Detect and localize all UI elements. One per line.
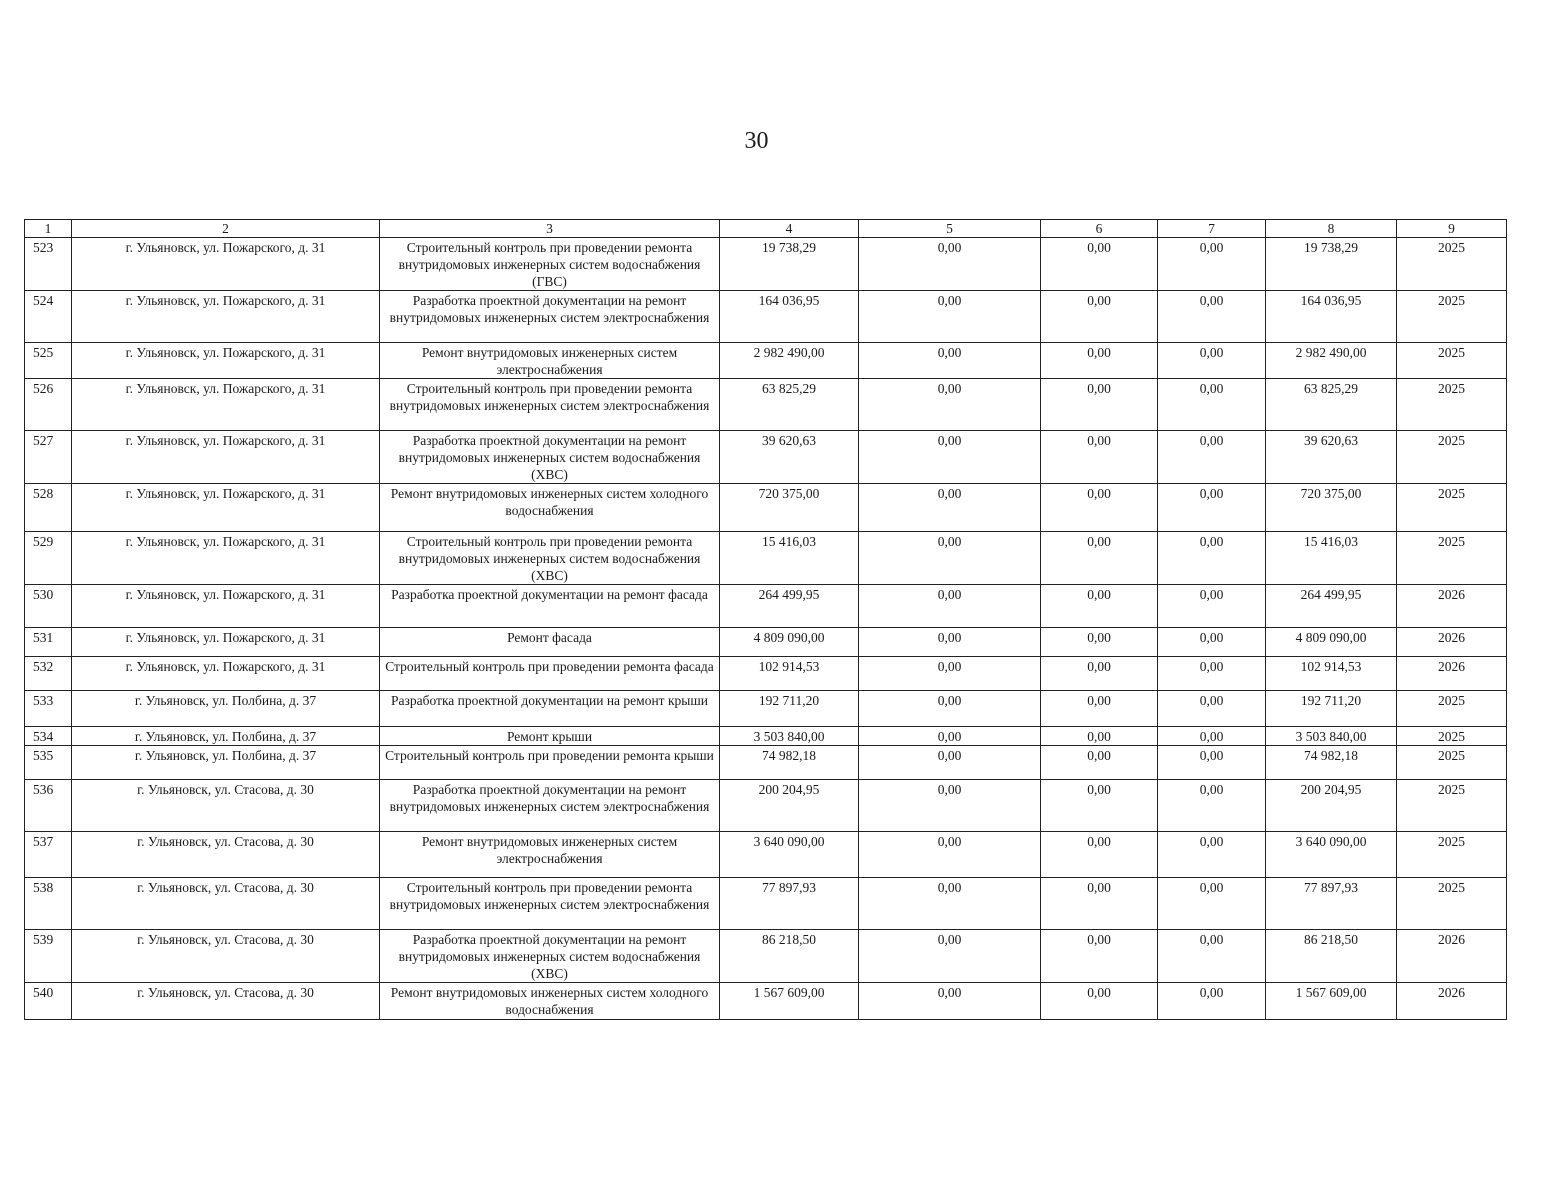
fund-cell: 0,00	[1158, 746, 1266, 780]
fund-cell: 0,00	[1158, 238, 1266, 291]
regional-fund-cell: 63 825,29	[1266, 379, 1397, 431]
fund-cell: 0,00	[1158, 983, 1266, 1020]
regional-fund-cell: 200 204,95	[1266, 780, 1397, 832]
fund-cell: 0,00	[859, 343, 1041, 379]
fund-cell: 0,00	[859, 727, 1041, 746]
column-header: 8	[1266, 220, 1397, 238]
total-cost-cell: 2 982 490,00	[720, 343, 859, 379]
fund-cell: 0,00	[1041, 727, 1158, 746]
regional-fund-cell: 264 499,95	[1266, 585, 1397, 628]
year-cell: 2025	[1397, 343, 1507, 379]
year-cell: 2025	[1397, 691, 1507, 727]
fund-cell: 0,00	[1041, 291, 1158, 343]
fund-cell: 0,00	[1158, 379, 1266, 431]
address-cell: г. Ульяновск, ул. Стасова, д. 30	[72, 832, 380, 878]
work-type-cell: Разработка проектной документации на ремонт внутридомовых инженерных систем водоснабжения (ХВС)	[380, 930, 720, 983]
address-cell: г. Ульяновск, ул. Пожарского, д. 31	[72, 238, 380, 291]
total-cost-cell: 192 711,20	[720, 691, 859, 727]
table-row	[25, 484, 1507, 532]
fund-cell: 0,00	[1158, 832, 1266, 878]
regional-fund-cell: 86 218,50	[1266, 930, 1397, 983]
regional-fund-cell: 15 416,03	[1266, 532, 1397, 585]
row-number: 538	[25, 878, 72, 930]
year-cell: 2025	[1397, 532, 1507, 585]
fund-cell: 0,00	[859, 878, 1041, 930]
fund-cell: 0,00	[859, 431, 1041, 484]
row-number: 534	[25, 727, 72, 746]
fund-cell: 0,00	[859, 585, 1041, 628]
work-type-cell: Разработка проектной документации на ремонт фасада	[380, 585, 720, 628]
row-number: 533	[25, 691, 72, 727]
repair-plan-table	[24, 219, 1507, 1020]
address-cell: г. Ульяновск, ул. Пожарского, д. 31	[72, 343, 380, 379]
table-row	[25, 727, 1507, 746]
regional-fund-cell: 74 982,18	[1266, 746, 1397, 780]
regional-fund-cell: 19 738,29	[1266, 238, 1397, 291]
fund-cell: 0,00	[859, 780, 1041, 832]
address-cell: г. Ульяновск, ул. Полбина, д. 37	[72, 727, 380, 746]
total-cost-cell: 3 503 840,00	[720, 727, 859, 746]
regional-fund-cell: 102 914,53	[1266, 657, 1397, 691]
row-number: 530	[25, 585, 72, 628]
total-cost-cell: 74 982,18	[720, 746, 859, 780]
row-number: 532	[25, 657, 72, 691]
row-number: 540	[25, 983, 72, 1020]
fund-cell: 0,00	[1041, 484, 1158, 532]
address-cell: г. Ульяновск, ул. Пожарского, д. 31	[72, 291, 380, 343]
work-type-cell: Ремонт внутридомовых инженерных систем холодного водоснабжения	[380, 484, 720, 532]
row-number: 527	[25, 431, 72, 484]
fund-cell: 0,00	[1041, 878, 1158, 930]
regional-fund-cell: 720 375,00	[1266, 484, 1397, 532]
table-row	[25, 585, 1507, 628]
row-number: 537	[25, 832, 72, 878]
total-cost-cell: 3 640 090,00	[720, 832, 859, 878]
year-cell: 2025	[1397, 238, 1507, 291]
fund-cell: 0,00	[1041, 585, 1158, 628]
table-row	[25, 930, 1507, 983]
address-cell: г. Ульяновск, ул. Стасова, д. 30	[72, 930, 380, 983]
fund-cell: 0,00	[1158, 691, 1266, 727]
fund-cell: 0,00	[859, 657, 1041, 691]
work-type-cell: Строительный контроль при проведении ремонта фасада	[380, 657, 720, 691]
regional-fund-cell: 164 036,95	[1266, 291, 1397, 343]
work-type-cell: Разработка проектной документации на ремонт внутридомовых инженерных систем электроснабжения	[380, 291, 720, 343]
fund-cell: 0,00	[1041, 238, 1158, 291]
year-cell: 2025	[1397, 727, 1507, 746]
table-row	[25, 780, 1507, 832]
fund-cell: 0,00	[1158, 484, 1266, 532]
fund-cell: 0,00	[859, 532, 1041, 585]
fund-cell: 0,00	[1041, 343, 1158, 379]
fund-cell: 0,00	[1158, 343, 1266, 379]
address-cell: г. Ульяновск, ул. Пожарского, д. 31	[72, 431, 380, 484]
work-type-cell: Строительный контроль при проведении ремонта крыши	[380, 746, 720, 780]
address-cell: г. Ульяновск, ул. Стасова, д. 30	[72, 878, 380, 930]
address-cell: г. Ульяновск, ул. Полбина, д. 37	[72, 691, 380, 727]
column-header: 9	[1397, 220, 1507, 238]
total-cost-cell: 720 375,00	[720, 484, 859, 532]
year-cell: 2025	[1397, 291, 1507, 343]
row-number: 529	[25, 532, 72, 585]
row-number: 539	[25, 930, 72, 983]
work-type-cell: Строительный контроль при проведении ремонта внутридомовых инженерных систем водоснабжения (ХВС)	[380, 532, 720, 585]
fund-cell: 0,00	[1041, 780, 1158, 832]
address-cell: г. Ульяновск, ул. Пожарского, д. 31	[72, 657, 380, 691]
fund-cell: 0,00	[859, 628, 1041, 657]
row-number: 526	[25, 379, 72, 431]
work-type-cell: Ремонт внутридомовых инженерных систем электроснабжения	[380, 832, 720, 878]
table-row	[25, 878, 1507, 930]
column-header: 6	[1041, 220, 1158, 238]
fund-cell: 0,00	[1158, 585, 1266, 628]
fund-cell: 0,00	[1158, 657, 1266, 691]
year-cell: 2026	[1397, 983, 1507, 1020]
row-number: 531	[25, 628, 72, 657]
table-row	[25, 379, 1507, 431]
fund-cell: 0,00	[1041, 657, 1158, 691]
column-header: 2	[72, 220, 380, 238]
total-cost-cell: 264 499,95	[720, 585, 859, 628]
fund-cell: 0,00	[859, 746, 1041, 780]
work-type-cell: Ремонт внутридомовых инженерных систем холодного водоснабжения	[380, 983, 720, 1020]
column-header: 5	[859, 220, 1041, 238]
row-number: 536	[25, 780, 72, 832]
fund-cell: 0,00	[1158, 930, 1266, 983]
table-row	[25, 983, 1507, 1020]
table-row	[25, 746, 1507, 780]
work-type-cell: Ремонт крыши	[380, 727, 720, 746]
row-number: 523	[25, 238, 72, 291]
column-header: 7	[1158, 220, 1266, 238]
column-header: 3	[380, 220, 720, 238]
page-number: 30	[744, 128, 769, 154]
year-cell: 2026	[1397, 585, 1507, 628]
row-number: 525	[25, 343, 72, 379]
work-type-cell: Разработка проектной документации на ремонт крыши	[380, 691, 720, 727]
fund-cell: 0,00	[1041, 832, 1158, 878]
total-cost-cell: 77 897,93	[720, 878, 859, 930]
table-row	[25, 291, 1507, 343]
row-number: 528	[25, 484, 72, 532]
table-row	[25, 431, 1507, 484]
address-cell: г. Ульяновск, ул. Пожарского, д. 31	[72, 379, 380, 431]
total-cost-cell: 4 809 090,00	[720, 628, 859, 657]
fund-cell: 0,00	[1041, 691, 1158, 727]
fund-cell: 0,00	[1041, 983, 1158, 1020]
total-cost-cell: 102 914,53	[720, 657, 859, 691]
work-type-cell: Разработка проектной документации на ремонт внутридомовых инженерных систем водоснабжения (ХВС)	[380, 431, 720, 484]
fund-cell: 0,00	[1158, 628, 1266, 657]
regional-fund-cell: 4 809 090,00	[1266, 628, 1397, 657]
work-type-cell: Ремонт фасада	[380, 628, 720, 657]
fund-cell: 0,00	[1158, 727, 1266, 746]
year-cell: 2026	[1397, 628, 1507, 657]
row-number: 535	[25, 746, 72, 780]
address-cell: г. Ульяновск, ул. Пожарского, д. 31	[72, 532, 380, 585]
total-cost-cell: 19 738,29	[720, 238, 859, 291]
year-cell: 2025	[1397, 484, 1507, 532]
header-row	[25, 220, 1507, 238]
work-type-cell: Разработка проектной документации на ремонт внутридомовых инженерных систем электроснабжения	[380, 780, 720, 832]
regional-fund-cell: 77 897,93	[1266, 878, 1397, 930]
fund-cell: 0,00	[1158, 878, 1266, 930]
fund-cell: 0,00	[859, 691, 1041, 727]
fund-cell: 0,00	[859, 291, 1041, 343]
table-row	[25, 691, 1507, 727]
table-row	[25, 628, 1507, 657]
fund-cell: 0,00	[1041, 746, 1158, 780]
total-cost-cell: 86 218,50	[720, 930, 859, 983]
regional-fund-cell: 1 567 609,00	[1266, 983, 1397, 1020]
address-cell: г. Ульяновск, ул. Стасова, д. 30	[72, 780, 380, 832]
fund-cell: 0,00	[1041, 379, 1158, 431]
regional-fund-cell: 192 711,20	[1266, 691, 1397, 727]
fund-cell: 0,00	[859, 983, 1041, 1020]
total-cost-cell: 63 825,29	[720, 379, 859, 431]
table-row	[25, 532, 1507, 585]
table-row	[25, 832, 1507, 878]
year-cell: 2025	[1397, 431, 1507, 484]
regional-fund-cell: 3 640 090,00	[1266, 832, 1397, 878]
work-type-cell: Ремонт внутридомовых инженерных систем электроснабжения	[380, 343, 720, 379]
year-cell: 2025	[1397, 379, 1507, 431]
fund-cell: 0,00	[1158, 780, 1266, 832]
address-cell: г. Ульяновск, ул. Пожарского, д. 31	[72, 585, 380, 628]
fund-cell: 0,00	[859, 484, 1041, 532]
fund-cell: 0,00	[859, 832, 1041, 878]
fund-cell: 0,00	[1041, 532, 1158, 585]
fund-cell: 0,00	[1158, 532, 1266, 585]
fund-cell: 0,00	[1041, 431, 1158, 484]
address-cell: г. Ульяновск, ул. Полбина, д. 37	[72, 746, 380, 780]
fund-cell: 0,00	[859, 238, 1041, 291]
year-cell: 2026	[1397, 657, 1507, 691]
total-cost-cell: 200 204,95	[720, 780, 859, 832]
work-type-cell: Строительный контроль при проведении ремонта внутридомовых инженерных систем водоснабжения (ГВС)	[380, 238, 720, 291]
fund-cell: 0,00	[859, 379, 1041, 431]
year-cell: 2025	[1397, 878, 1507, 930]
table-row	[25, 657, 1507, 691]
table-body	[25, 238, 1507, 1020]
total-cost-cell: 164 036,95	[720, 291, 859, 343]
regional-fund-cell: 2 982 490,00	[1266, 343, 1397, 379]
year-cell: 2026	[1397, 930, 1507, 983]
column-header: 4	[720, 220, 859, 238]
column-header: 1	[25, 220, 72, 238]
fund-cell: 0,00	[1041, 628, 1158, 657]
fund-cell: 0,00	[859, 930, 1041, 983]
fund-cell: 0,00	[1158, 291, 1266, 343]
table-row	[25, 343, 1507, 379]
year-cell: 2025	[1397, 746, 1507, 780]
total-cost-cell: 15 416,03	[720, 532, 859, 585]
fund-cell: 0,00	[1158, 431, 1266, 484]
table-row	[25, 238, 1507, 291]
total-cost-cell: 39 620,63	[720, 431, 859, 484]
address-cell: г. Ульяновск, ул. Пожарского, д. 31	[72, 484, 380, 532]
work-type-cell: Строительный контроль при проведении ремонта внутридомовых инженерных систем электроснабжения	[380, 878, 720, 930]
work-type-cell: Строительный контроль при проведении ремонта внутридомовых инженерных систем электроснабжения	[380, 379, 720, 431]
year-cell: 2025	[1397, 780, 1507, 832]
regional-fund-cell: 3 503 840,00	[1266, 727, 1397, 746]
total-cost-cell: 1 567 609,00	[720, 983, 859, 1020]
regional-fund-cell: 39 620,63	[1266, 431, 1397, 484]
address-cell: г. Ульяновск, ул. Стасова, д. 30	[72, 983, 380, 1020]
fund-cell: 0,00	[1041, 930, 1158, 983]
address-cell: г. Ульяновск, ул. Пожарского, д. 31	[72, 628, 380, 657]
row-number: 524	[25, 291, 72, 343]
year-cell: 2025	[1397, 832, 1507, 878]
